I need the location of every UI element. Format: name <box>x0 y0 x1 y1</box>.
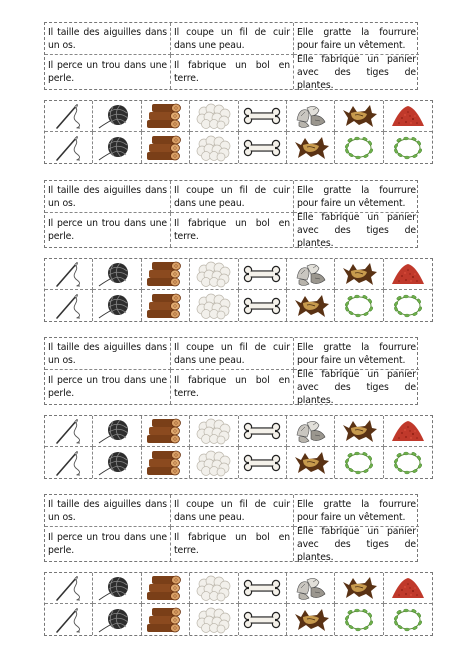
picture-card-grid <box>44 100 433 164</box>
picture-card <box>335 573 383 604</box>
picture-card <box>239 101 287 132</box>
needle-icon <box>47 134 91 162</box>
sentence-grid <box>44 180 418 248</box>
picture-card <box>93 604 141 635</box>
picture-card <box>384 132 432 163</box>
sentence-card: Il perce un trou dans une perle. <box>45 55 171 89</box>
sentence-grid <box>44 337 418 405</box>
sentence-card: Il fabrique un bol en terre. <box>171 55 294 89</box>
sentence-card: Il taille des aiguilles dans un os. <box>45 181 171 213</box>
picture-card <box>142 259 190 290</box>
needle-icon <box>47 292 91 320</box>
picture-card <box>384 101 432 132</box>
picture-card <box>45 101 93 132</box>
wool-icon <box>192 417 236 445</box>
bone-icon <box>240 449 284 477</box>
needle-icon <box>47 260 91 288</box>
sentence-card: Il coupe un fil de cuir dans une peau. <box>171 338 294 370</box>
picture-card <box>190 132 238 163</box>
wood-logs-icon <box>143 417 187 445</box>
picture-card <box>384 416 432 447</box>
picture-card <box>239 259 287 290</box>
red-ochre-icon <box>386 102 430 130</box>
vine-wreath-icon <box>337 134 381 162</box>
picture-card <box>45 416 93 447</box>
wool-icon <box>192 292 236 320</box>
picture-card <box>287 290 335 321</box>
picture-card <box>190 101 238 132</box>
bone-icon <box>240 260 284 288</box>
picture-card <box>45 132 93 163</box>
picture-card <box>93 447 141 478</box>
picture-card <box>287 573 335 604</box>
vine-wreath-icon <box>386 606 430 634</box>
picture-card <box>287 604 335 635</box>
picture-card <box>335 132 383 163</box>
picture-card-grid <box>44 572 433 636</box>
sentence-card: Il perce un trou dans une perle. <box>45 370 171 404</box>
picture-card <box>93 573 141 604</box>
picture-card <box>45 259 93 290</box>
wool-icon <box>192 449 236 477</box>
animal-hide-icon <box>289 606 333 634</box>
red-ochre-icon <box>386 574 430 602</box>
shells-icon <box>289 260 333 288</box>
animal-hide-icon <box>337 574 381 602</box>
picture-card <box>239 290 287 321</box>
sentence-card: Il coupe un fil de cuir dans une peau. <box>171 181 294 213</box>
picture-card <box>287 416 335 447</box>
sentence-grid <box>44 22 418 90</box>
picture-card <box>93 290 141 321</box>
picture-card <box>335 416 383 447</box>
bone-icon <box>240 134 284 162</box>
picture-card <box>190 447 238 478</box>
picture-card <box>142 447 190 478</box>
wool-icon <box>192 606 236 634</box>
picture-card <box>190 290 238 321</box>
bone-icon <box>240 606 284 634</box>
yarn-ball-icon <box>95 292 139 320</box>
picture-card <box>142 101 190 132</box>
picture-card <box>142 132 190 163</box>
wool-icon <box>192 134 236 162</box>
wood-logs-icon <box>143 449 187 477</box>
picture-card <box>239 416 287 447</box>
sentence-card: Elle gratte la fourrure pour faire un vêtement. <box>294 23 419 55</box>
vine-wreath-icon <box>337 292 381 320</box>
picture-card <box>142 290 190 321</box>
wood-logs-icon <box>143 606 187 634</box>
picture-card <box>335 101 383 132</box>
picture-card-grid <box>44 258 433 322</box>
needle-icon <box>47 417 91 445</box>
sentence-card: Elle fabrique un panier avec des tiges de plantes. <box>297 53 416 91</box>
bone-icon <box>240 102 284 130</box>
yarn-ball-icon <box>95 134 139 162</box>
picture-card <box>335 259 383 290</box>
animal-hide-icon <box>337 102 381 130</box>
picture-card <box>142 416 190 447</box>
animal-hide-icon <box>289 134 333 162</box>
yarn-ball-icon <box>95 102 139 130</box>
sentence-card: Il perce un trou dans une perle. <box>45 213 171 247</box>
picture-card <box>384 604 432 635</box>
picture-card <box>287 447 335 478</box>
picture-card <box>287 132 335 163</box>
needle-icon <box>47 449 91 477</box>
picture-card <box>384 259 432 290</box>
picture-card <box>93 416 141 447</box>
picture-card <box>239 447 287 478</box>
shells-icon <box>289 417 333 445</box>
wool-icon <box>192 260 236 288</box>
sentence-card: Elle gratte la fourrure pour faire un vêtement. <box>294 181 419 213</box>
sentence-card: Il fabrique un bol en terre. <box>171 527 294 561</box>
sentence-card: Il taille des aiguilles dans un os. <box>45 338 171 370</box>
picture-card <box>384 447 432 478</box>
picture-card <box>384 290 432 321</box>
needle-icon <box>47 606 91 634</box>
sentence-card: Il fabrique un bol en terre. <box>171 370 294 404</box>
picture-card <box>335 604 383 635</box>
yarn-ball-icon <box>95 260 139 288</box>
picture-card <box>239 604 287 635</box>
picture-card <box>335 447 383 478</box>
vine-wreath-icon <box>337 606 381 634</box>
picture-card <box>45 290 93 321</box>
wood-logs-icon <box>143 102 187 130</box>
red-ochre-icon <box>386 260 430 288</box>
picture-card <box>190 259 238 290</box>
bone-icon <box>240 417 284 445</box>
picture-card <box>142 604 190 635</box>
picture-card <box>45 604 93 635</box>
yarn-ball-icon <box>95 606 139 634</box>
picture-card <box>287 101 335 132</box>
animal-hide-icon <box>337 417 381 445</box>
wood-logs-icon <box>143 260 187 288</box>
sentence-card: Elle fabrique un panier avec des tiges de plantes. <box>297 525 416 563</box>
bone-icon <box>240 574 284 602</box>
sentence-card: Il taille des aiguilles dans un os. <box>45 23 171 55</box>
yarn-ball-icon <box>95 574 139 602</box>
picture-card <box>93 101 141 132</box>
yarn-ball-icon <box>95 449 139 477</box>
wood-logs-icon <box>143 574 187 602</box>
animal-hide-icon <box>337 260 381 288</box>
shells-icon <box>289 102 333 130</box>
sentence-card: Elle gratte la fourrure pour faire un vêtement. <box>294 338 419 370</box>
wool-icon <box>192 574 236 602</box>
vine-wreath-icon <box>386 449 430 477</box>
picture-card <box>335 290 383 321</box>
sentence-card: Elle fabrique un panier avec des tiges de plantes. <box>297 368 416 406</box>
sentence-card: Elle fabrique un panier avec des tiges de plantes. <box>297 211 416 249</box>
picture-card <box>190 604 238 635</box>
needle-icon <box>47 102 91 130</box>
picture-card <box>45 447 93 478</box>
picture-card <box>93 132 141 163</box>
yarn-ball-icon <box>95 417 139 445</box>
sentence-card: Il fabrique un bol en terre. <box>171 213 294 247</box>
picture-card <box>287 259 335 290</box>
picture-card <box>142 573 190 604</box>
picture-card <box>239 132 287 163</box>
sentence-card: Elle gratte la fourrure pour faire un vêtement. <box>294 495 419 527</box>
sentence-card: Il taille des aiguilles dans un os. <box>45 495 171 527</box>
picture-card <box>190 573 238 604</box>
shells-icon <box>289 574 333 602</box>
sentence-card: Il coupe un fil de cuir dans une peau. <box>171 23 294 55</box>
vine-wreath-icon <box>337 449 381 477</box>
red-ochre-icon <box>386 417 430 445</box>
wool-icon <box>192 102 236 130</box>
vine-wreath-icon <box>386 292 430 320</box>
animal-hide-icon <box>289 292 333 320</box>
bone-icon <box>240 292 284 320</box>
sentence-card: Il coupe un fil de cuir dans une peau. <box>171 495 294 527</box>
picture-card <box>384 573 432 604</box>
picture-card-grid <box>44 415 433 479</box>
sentence-grid <box>44 494 418 562</box>
wood-logs-icon <box>143 292 187 320</box>
sentence-card: Il perce un trou dans une perle. <box>45 527 171 561</box>
animal-hide-icon <box>289 449 333 477</box>
picture-card <box>190 416 238 447</box>
wood-logs-icon <box>143 134 187 162</box>
picture-card <box>239 573 287 604</box>
picture-card <box>45 573 93 604</box>
picture-card <box>93 259 141 290</box>
needle-icon <box>47 574 91 602</box>
vine-wreath-icon <box>386 134 430 162</box>
